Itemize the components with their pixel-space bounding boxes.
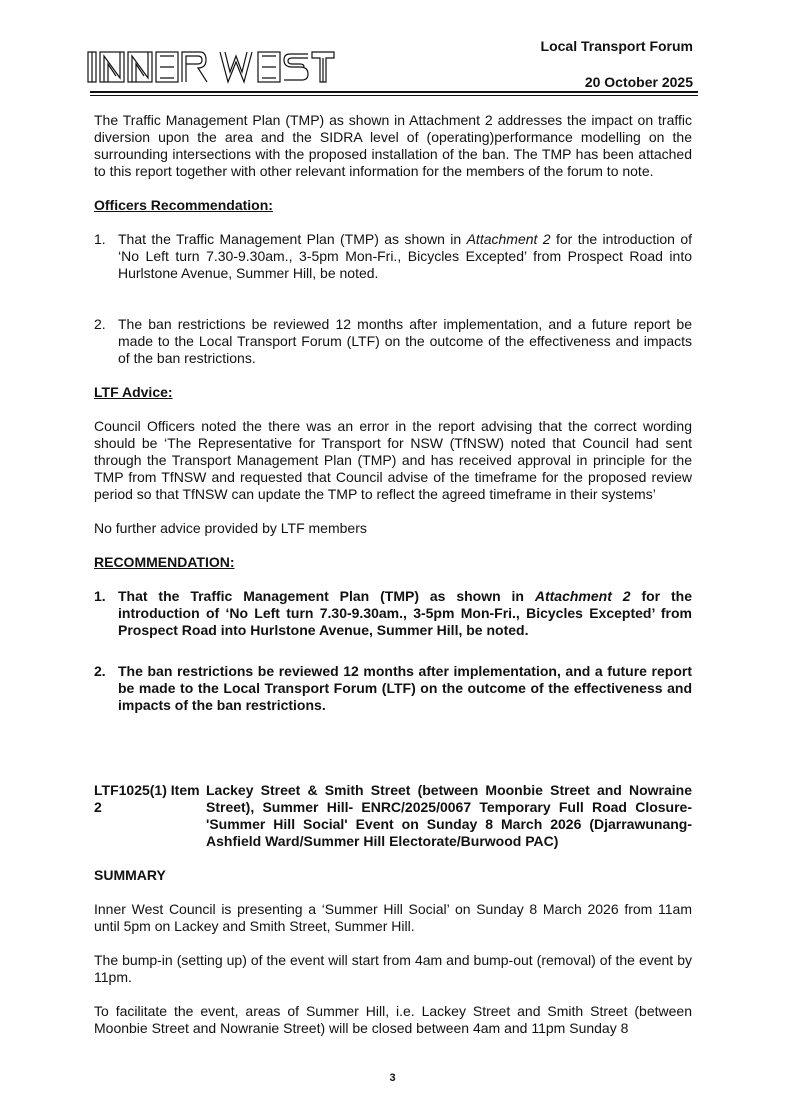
item-text: for the introduction of ‘No Left turn 7.30-9.30am., 3-5pm Mon-Fri., Bicycles Excepted’ from Prospect Road into Hurlstone Avenue, Summer Hill, be noted. [118,588,692,638]
forum-name: Local Transport Forum [540,38,693,54]
officers-recommendation-list [94,231,692,367]
ltf-advice-note: No further advice provided by LTF members [94,520,367,536]
item-number: 2. [94,316,106,332]
summary-paragraph: To facilitate the event, areas of Summer Hill, i.e. Lackey Street and Smith Street (between Moonbie Street and Nowranie Street) will be closed between 4am and 11pm Sunday 8 [94,1003,692,1036]
intro-paragraph: The Traffic Management Plan (TMP) as shown in Attachment 2 addresses the impact on traffic diversion upon the area and the SIDRA level of (operating)performance modelling on the surrounding intersections with the proposed installation of the ban. The TMP has been attached to this report together with other relevant information for the members of the forum to note. [94,112,692,179]
summary-paragraph: The bump-in (setting up) of the event will start from 4am and bump-out (removal) of the event by 11pm. [94,952,692,985]
list-item [94,588,692,639]
header-rule [90,91,698,93]
attachment-ref: Attachment 2 [534,588,631,604]
item-number: 1. [94,231,106,247]
list-item [94,316,692,367]
inner-west-logo [86,48,336,88]
summary-heading: SUMMARY [94,867,166,883]
document-body [94,112,692,1037]
recommendation-heading: RECOMMENDATION: [94,554,235,570]
recommendation-list [94,588,692,714]
meeting-date: 20 October 2025 [584,74,693,90]
ltf-advice-paragraph: Council Officers noted the there was an error in the report advising that the correct wording should be ‘The Representative for Transport for NSW (TfNSW) noted that Council had sent through the Transport Management Plan (TMP) and has received approval in principle for the TMP from TfNSW and requested that Council advise of the timeframe for the proposed review period so that TfNSW can update the TMP to reflect the agreed timeframe in their systems’ [94,418,692,502]
item-text: That the Traffic Management Plan (TMP) as shown in [118,231,467,247]
officers-recommendation-heading: Officers Recommendation: [94,197,273,213]
item-number: 2. [94,663,106,679]
agenda-item-2 [94,782,692,850]
header-rule-thin [90,95,698,96]
item-text: The ban restrictions be reviewed 12 months after implementation, and a future report be made to the Local Transport Forum (LTF) on the outcome of the effectiveness and impacts of the ban restrictions. [118,663,692,713]
list-item [94,231,692,282]
summary-paragraph: Inner West Council is presenting a ‘Summer Hill Social’ on Sunday 8 March 2026 from 11am until 5pm on Lackey and Smith Street, Summer Hill. [94,901,692,934]
item-text: The ban restrictions be reviewed 12 months after implementation, and a future report be made to the Local Transport Forum (LTF) on the outcome of the effectiveness and impacts of the ban restrictions. [118,316,692,366]
page-number: 3 [389,1072,396,1084]
item-code: LTF1025(1) Item 2 [94,782,200,815]
item-number: 1. [94,588,106,604]
item-title: Lackey Street & Smith Street (between Moonbie Street and Nowraine Street), Summer Hill- ENRC/2025/0067 Temporary Full Road Closure- 'Summer Hill Social' Event on Sunday 8 March 2026 (Djarrawunang- Ashfield Ward/Summer Hill Electorate/Burwood PAC) [206,782,692,849]
item-text: That the Traffic Management Plan (TMP) as shown in [118,588,535,604]
attachment-ref: Attachment 2 [466,231,551,247]
item-text: for the introduction of ‘No Left turn 7.30-9.30am., 3-5pm Mon-Fri., Bicycles Excepted’ from Prospect Road into Hurlstone Avenue, Summer Hill, be noted. [118,231,692,281]
ltf-advice-heading: LTF Advice: [94,384,173,400]
list-item [94,663,692,714]
